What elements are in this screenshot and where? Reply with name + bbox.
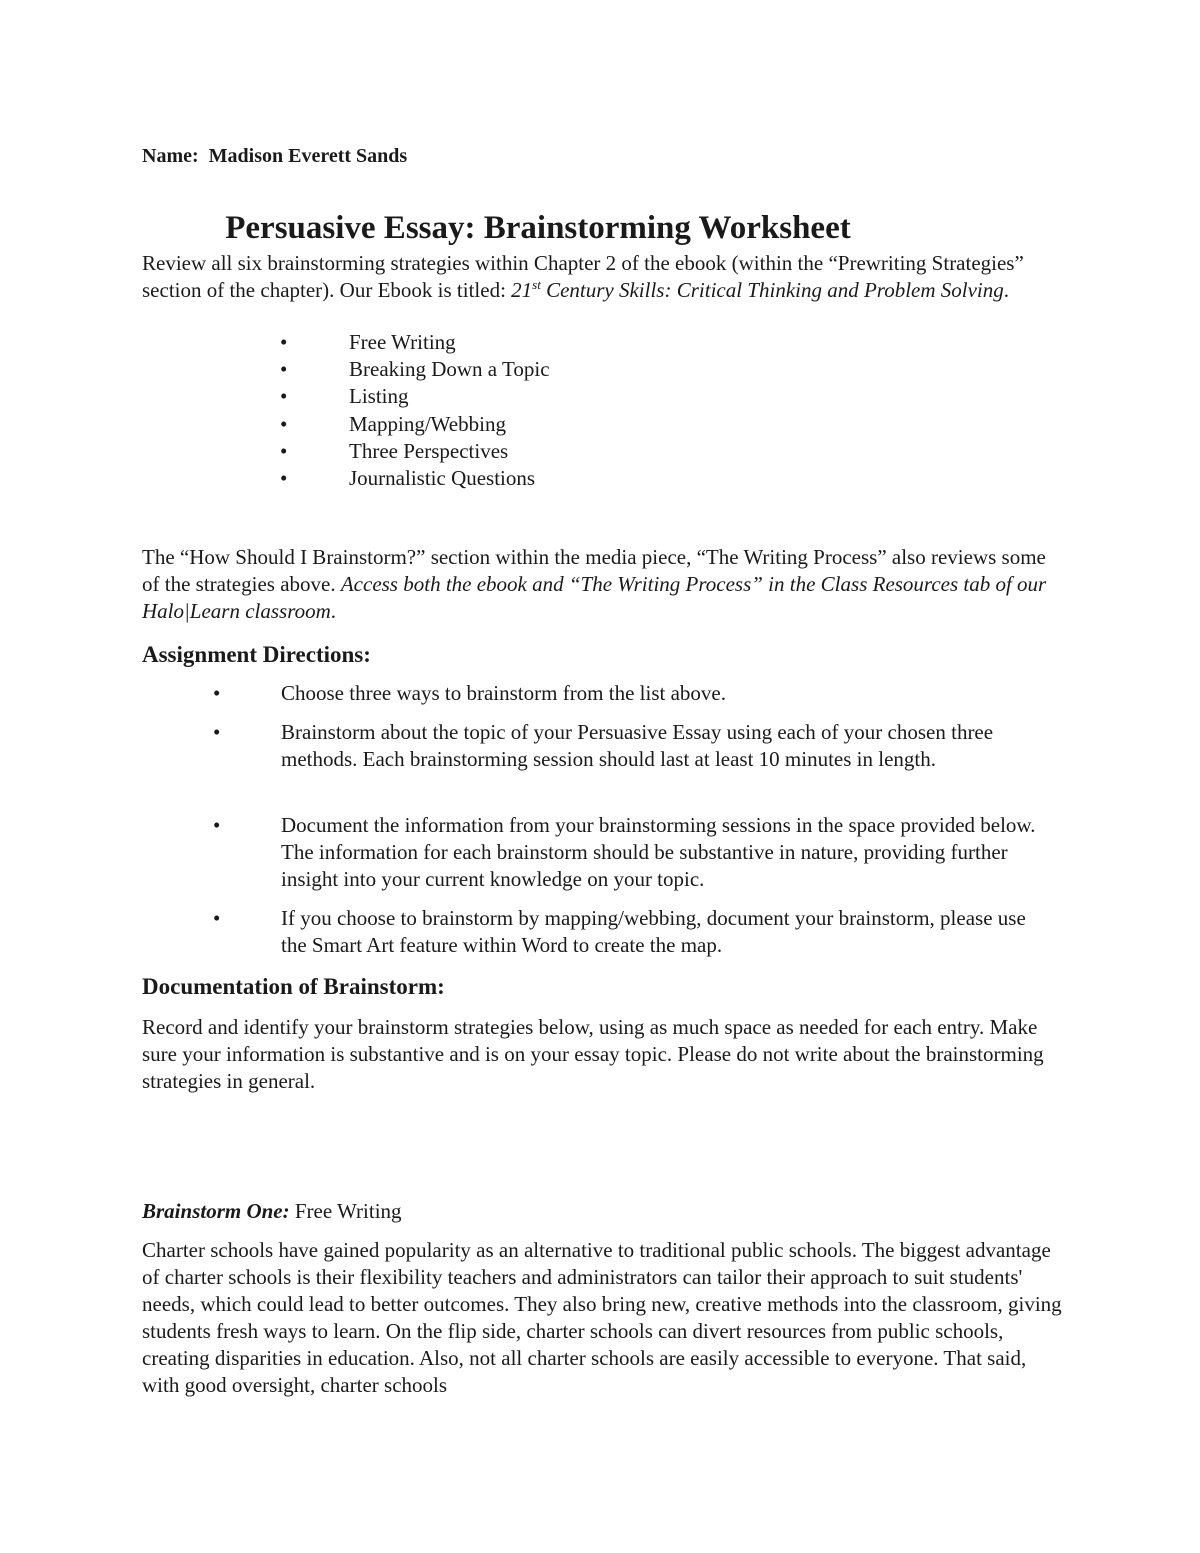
direction-item: • Brainstorm about the topic of your Persuasive Essay using each of your chosen three methods. Each brainstorming session should last at least 10 minutes in length. bbox=[213, 720, 994, 771]
documentation-heading: Documentation of Brainstorm: bbox=[142, 974, 445, 999]
brainstorm-one-text: Charter schools have gained popularity as an alternative to traditional public schools. The biggest advantage of charter schools is their flexibility teachers and administrators can tailor their approach to suit students' needs, which could lead to better outcomes. They also bring new, creative methods into the classroom, giving students fresh ways to learn. On the flip side, charter schools can divert resources from public schools, creating disparities in education. Also, not all charter schools are easily accessible to everyone. That said, with good oversight, charter schools bbox=[142, 1238, 1062, 1397]
intro-paragraph: Review all six brainstorming strategies within Chapter 2 of the ebook (within the “Prewriting Strategies” section of the chapter). Our Ebook is titled: 21st Century Skills: Critical Thinking and Problem Solving. bbox=[142, 251, 1024, 302]
list-item: • Three Perspectives bbox=[280, 438, 509, 463]
assignment-directions-heading: Assignment Directions: bbox=[142, 642, 371, 667]
page-title: Persuasive Essay: Brainstorming Worksheet bbox=[225, 210, 851, 246]
list-item: • Mapping/Webbing bbox=[280, 411, 506, 436]
strategy-list bbox=[280, 329, 550, 492]
direction-item: • If you choose to brainstorm by mapping/webbing, document your brainstorm, please use the Smart Art feature within Word to create the map. bbox=[213, 906, 1026, 957]
documentation-paragraph: Record and identify your brainstorm strategies below, using as much space as needed for each entry. Make sure your information is substantive and is on your essay topic. Please do not write about the brainstorming strategies in general. bbox=[142, 1015, 1044, 1093]
list-item: • Free Writing bbox=[280, 330, 456, 354]
student-name: Madison Everett Sands bbox=[208, 145, 408, 167]
media-paragraph: The “How Should I Brainstorm?” section within the media piece, “The Writing Process” also reviews some of the strategies above. Access both the ebook and “The Writing Process” in the Class Resources tab of our Halo|Learn classroom. bbox=[142, 545, 1047, 623]
list-item: • Listing bbox=[280, 384, 409, 409]
direction-item: • Choose three ways to brainstorm from the list above. bbox=[213, 681, 726, 705]
direction-item: • Document the information from your brainstorming sessions in the space provided below. The information for each brainstorm should be substantive in nature, providing further insight into your current knowledge on your topic. bbox=[213, 813, 1036, 891]
student-name-line bbox=[142, 143, 407, 170]
brainstorm-one-heading: Brainstorm One: Free Writing bbox=[142, 1199, 402, 1223]
list-item: • Journalistic Questions bbox=[280, 465, 536, 490]
list-item: • Breaking Down a Topic bbox=[280, 357, 550, 382]
name-label: Name: bbox=[142, 145, 199, 167]
